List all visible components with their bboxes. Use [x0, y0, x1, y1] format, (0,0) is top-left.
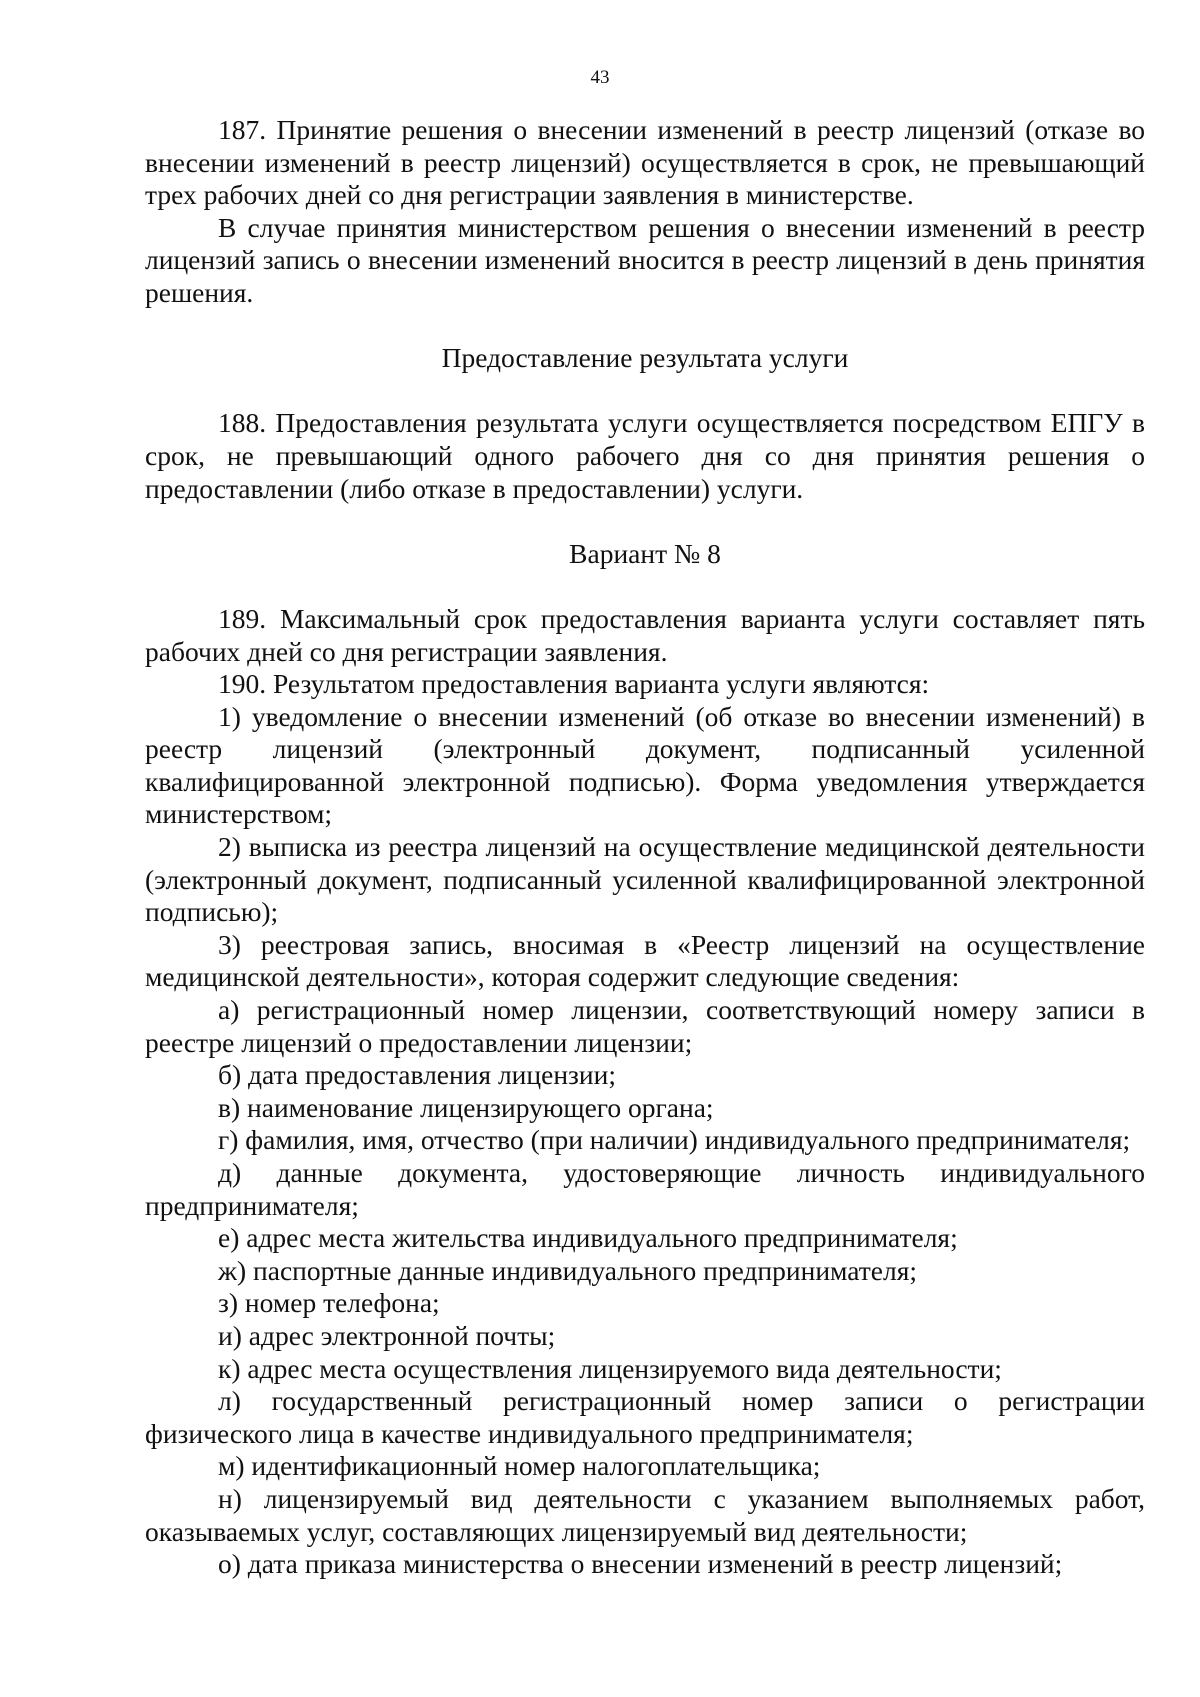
- sub-item-n: н) лицензируемый вид деятельности с указанием выполняемых работ, оказываемых услуг, составляющих лицензируемый вид деятельности;: [145, 1482, 1145, 1547]
- paragraph-188: 188. Предоставления результата услуги осуществляется посредством ЕПГУ в срок, не превышающий одного рабочего дня со дня принятия решения о предоставлении (либо отказе в предоставлении) услуги.: [145, 407, 1145, 504]
- sub-item-v: в) наименование лицензирующего органа;: [218, 1091, 714, 1123]
- sub-item-k: к) адрес места осуществления лицензируемого вида деятельности;: [218, 1352, 1002, 1384]
- list-item-3: 3) реестровая запись, вносимая в «Реестр лицензий на осуществление медицинской деятельности», которая содержит следующие сведения:: [145, 928, 1145, 993]
- list-item-1: 1) уведомление о внесении изменений (об отказе во внесении изменений) в реестр лицензий (электронный документ, подписанный усиленной квалифицированной электронной подписью). Форма уведомления утверждается министерством;: [145, 700, 1145, 830]
- sub-item-l: л) государственный регистрационный номер записи о регистрации физического лица в качестве индивидуального предпринимателя;: [145, 1385, 1145, 1449]
- list-item-2: 2) выписка из реестра лицензий на осуществление медицинской деятельности (электронный документ, подписанный усиленной квалифицированной электронной подписью);: [145, 831, 1145, 928]
- section-heading-result: Предоставление результата услуги: [441, 342, 849, 374]
- paragraph-190: 190. Результатом предоставления варианта услуги являются:: [218, 668, 930, 700]
- page-number: 43: [590, 67, 610, 88]
- sub-item-e: е) адрес места жительства индивидуального предпринимателя;: [218, 1222, 958, 1254]
- sub-item-d: д) данные документа, удостоверяющие личность индивидуального предпринимателя;: [145, 1157, 1145, 1221]
- sub-item-o: о) дата приказа министерства о внесении изменений в реестр лицензий;: [218, 1548, 1063, 1580]
- section-heading-variant: Вариант № 8: [569, 537, 721, 569]
- sub-item-g: г) фамилия, имя, отчество (при наличии) индивидуального предпринимателя;: [218, 1124, 1131, 1156]
- paragraph-187-continuation: В случае принятия министерством решения о внесении изменений в реестр лицензий запись о внесении изменений вносится в реестр лицензий в день принятия решения.: [145, 211, 1145, 308]
- sub-item-i: и) адрес электронной почты;: [218, 1319, 556, 1351]
- sub-item-z: з) номер телефона;: [218, 1287, 440, 1319]
- sub-item-zh: ж) паспортные данные индивидуального предпринимателя;: [218, 1254, 917, 1286]
- paragraph-189: 189. Максимальный срок предоставления варианта услуги составляет пять рабочих дней со дня регистрации заявления.: [145, 602, 1145, 667]
- paragraph-187: 187. Принятие решения о внесении изменений в реестр лицензий (отказе во внесении изменений в реестр лицензий) осуществляется в срок, не превышающий трех рабочих дней со дня регистрации заявления в министерстве.: [145, 114, 1145, 211]
- document-body: [145, 114, 1145, 1581]
- sub-item-a: а) регистрационный номер лицензии, соответствующий номеру записи в реестре лицензий о предоставлении лицензии;: [145, 994, 1145, 1058]
- sub-item-m: м) идентификационный номер налогоплательщика;: [218, 1450, 821, 1482]
- sub-item-b: б) дата предоставления лицензии;: [218, 1059, 616, 1091]
